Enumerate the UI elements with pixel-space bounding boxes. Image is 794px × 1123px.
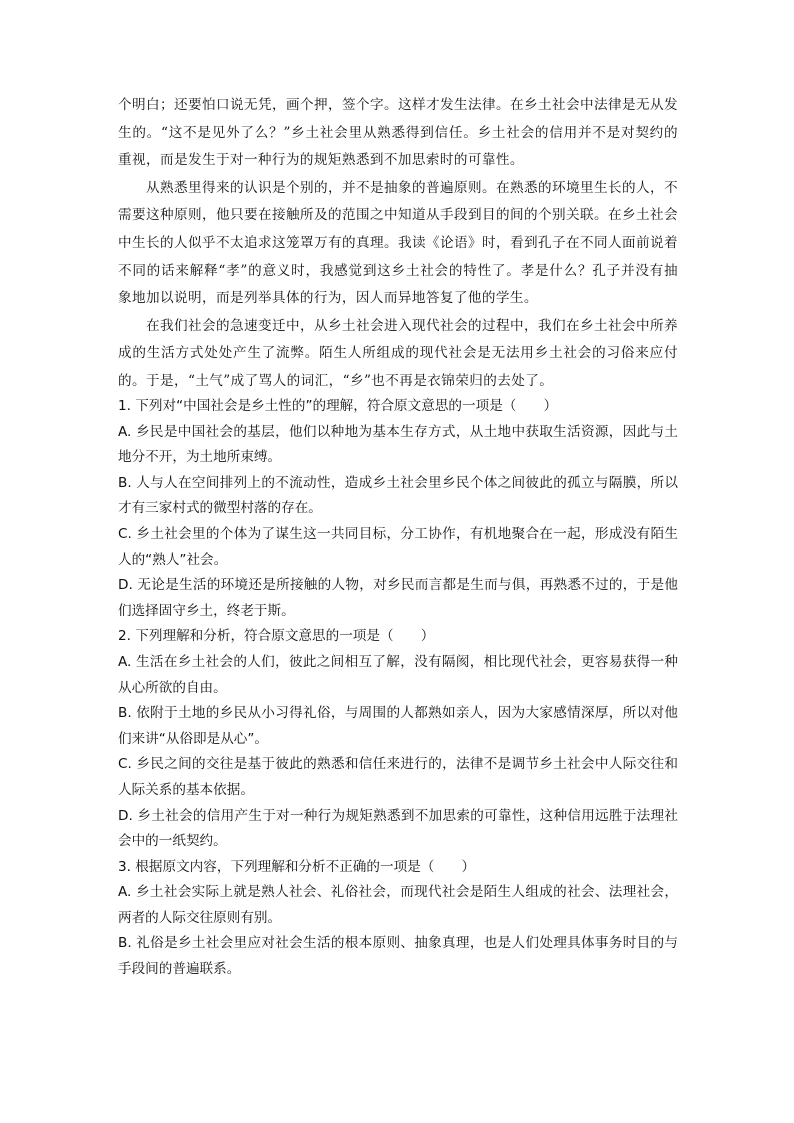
option-b: B. 依附于土地的乡民从小习得礼俗，与周围的人都熟如亲人，因为大家感情深厚，所以对他们来讲“从俗即是从心”。	[118, 705, 678, 747]
question-stem: 1. 下列对“中国社会是乡土性的”的理解，符合原文意思的一项是（ ）	[118, 398, 558, 414]
option-c: C. 乡民之间的交往是基于彼此的熟悉和信任来进行的，法律不是调节乡土社会中人际交往和人际关系的基本依据。	[118, 756, 678, 798]
option-d: D. 无论是生活的环境还是所接触的人物，对乡民而言都是生而与俱，再熟悉不过的，于是他们选择固守乡土，终老于斯。	[118, 577, 678, 619]
question-3	[118, 855, 678, 983]
option-d: D. 乡土社会的信用产生于对一种行为规矩熟悉到不加思索的可靠性，这种信用远胜于法理社会中的一纸契约。	[118, 807, 678, 850]
option-a: A. 乡土社会实际上就是熟人社会、礼俗社会，而现代社会是陌生人组成的社会、法理社会，两者的人际交往原则有别。	[118, 884, 678, 926]
passage-text	[118, 92, 678, 396]
passage-paragraph: 从熟悉里得来的认识是个别的，并不是抽象的普遍原则。在熟悉的环境里生长的人，不需要这种原则，他只要在接触所及的范围之中知道从手段到目的间的个别关联。在乡土社会中生长的人似乎不太追求这笼罩万有的真理。我读《论语》时，看到孔子在不同人面前说着不同的话来解释“孝”的意义时，我感觉到这乡土社会的特性了。孝是什么？孔子并没有抽象地加以说明，而是列举具体的行为，因人而异地答复了他的学生。	[118, 179, 678, 307]
option-a: A. 乡民是中国社会的基层，他们以种地为基本生存方式，从土地中获取生活资源，因此与土地分不开，为土地所束缚。	[118, 423, 678, 466]
option-c: C. 乡土社会里的个体为了谋生这一共同目标，分工协作，有机地聚合在一起，形成没有陌生人的“熟人”社会。	[118, 525, 678, 568]
option-b: B. 礼俗是乡土社会里应对社会生活的根本原则、抽象真理，也是人们处理具体事务时目的与手段间的普遍联系。	[118, 935, 678, 978]
passage-paragraph: 在我们社会的急速变迁中，从乡土社会进入现代社会的过程中，我们在乡土社会中所养成的生活方式处处产生了流弊。陌生人所组成的现代社会是无法用乡土社会的习俗来应付的。于是，“土气”成了骂人的词汇，“乡”也不再是衣锦荣归的去处了。	[118, 317, 678, 389]
option-b: B. 人与人在空间排列上的不流动性，造成乡土社会里乡民个体之间彼此的孤立与隔膜，所以才有三家村式的微型村落的存在。	[118, 474, 678, 517]
question-2	[118, 624, 678, 854]
question-list	[118, 394, 678, 983]
question-stem: 2. 下列理解和分析，符合原文意思的一项是（ ）	[118, 628, 435, 645]
passage-paragraph: 个明白；还要怕口说无凭，画个押，签个字。这样才发生法律。在乡土社会中法律是无从发生的。“这不是见外了么？”乡土社会里从熟悉得到信任。乡土社会的信用并不是对契约的重视，而是发生于对一种行为的规矩熟悉到不加思索时的可靠性。	[118, 97, 678, 169]
question-stem: 3. 根据原文内容，下列理解和分析不正确的一项是（ ）	[118, 858, 476, 875]
question-1	[118, 394, 678, 624]
option-a: A. 生活在乡土社会的人们，彼此之间相互了解，没有隔阂，相比现代社会，更容易获得一种从心所欲的自由。	[118, 653, 678, 696]
